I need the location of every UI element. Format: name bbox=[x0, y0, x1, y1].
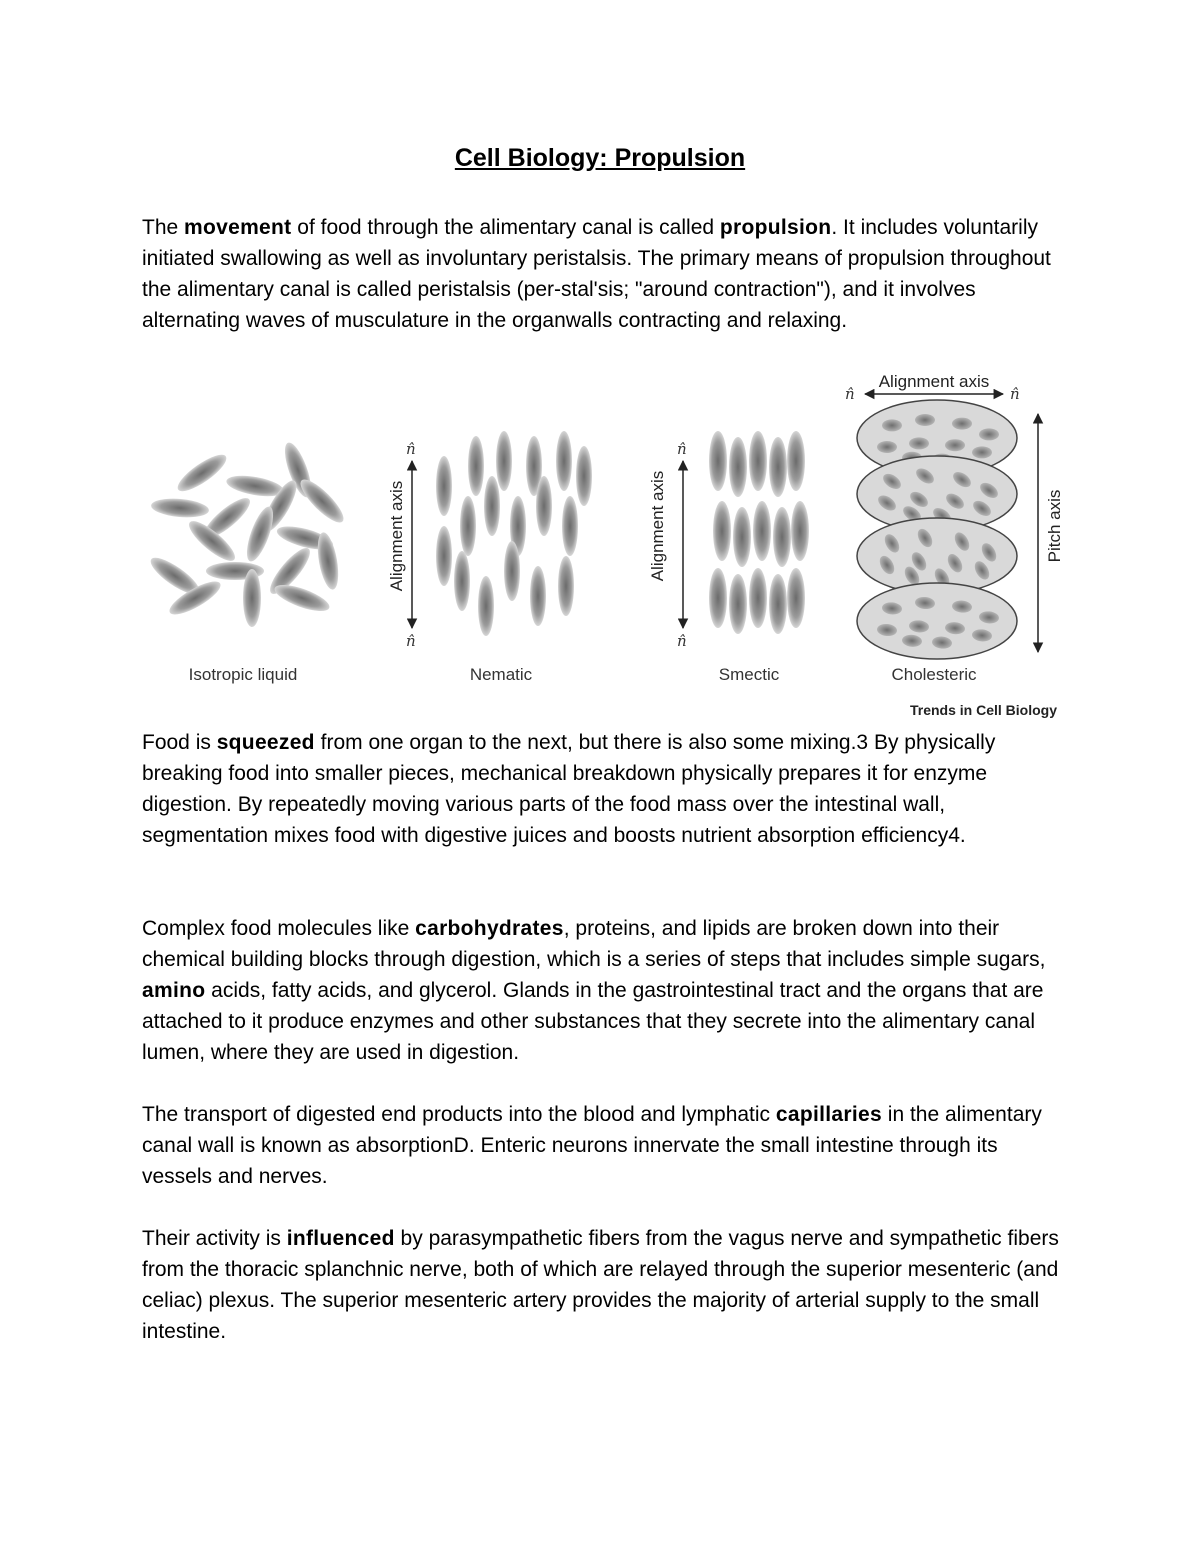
smectic-molecules bbox=[709, 431, 809, 634]
smectic-molecule bbox=[713, 501, 731, 561]
bold-term: squeezed bbox=[216, 731, 315, 754]
smectic-molecule bbox=[769, 574, 787, 634]
cholesteric-n-hat-left: n̂ bbox=[845, 385, 855, 403]
nematic-molecule bbox=[484, 476, 500, 536]
paragraph-mixing bbox=[142, 727, 1072, 851]
smectic-molecule bbox=[709, 431, 727, 491]
text-run: Their activity is bbox=[142, 1227, 287, 1250]
smectic-molecule bbox=[769, 437, 787, 497]
pitch-axis-label: Pitch axis bbox=[1045, 489, 1064, 563]
nematic-molecule bbox=[536, 476, 552, 536]
bold-term: influenced bbox=[286, 1227, 395, 1250]
paragraph-digestion bbox=[142, 913, 1072, 1068]
nematic-n-hat-top: n̂ bbox=[406, 440, 416, 458]
isotropic-molecule bbox=[295, 474, 349, 528]
text-run: from one organ to the next, but there is also some mixing.3 By physically breaking food into smaller pieces, mechanical breakdown physically prepares it for enzyme digestion. By repeatedly moving various parts of the food mass over the intestinal wall, segmentation mixes food with digestive juices and boosts nutrient absorption efficiency4. bbox=[142, 731, 996, 847]
cholesteric-molecule bbox=[915, 414, 935, 426]
nematic-label: Nematic bbox=[469, 665, 533, 684]
paragraph-innervation bbox=[142, 1223, 1072, 1347]
text-run: by parasympathetic fibers from the vagus nerve and sympathetic fibers from the thoracic splanchnic nerve, both of which are relayed through the superior mesenteric (and celiac) plexus. The superior mesenteric artery provides the majority of arterial supply to the small intestine. bbox=[142, 1227, 1059, 1343]
text-run: of food through the alimentary canal is called bbox=[291, 216, 720, 239]
smectic-molecule bbox=[753, 501, 771, 561]
isotropic-molecule bbox=[150, 497, 209, 520]
nematic-molecule bbox=[436, 526, 452, 586]
cholesteric-label: Cholesteric bbox=[891, 665, 977, 684]
cholesteric-molecule bbox=[877, 441, 897, 453]
nematic-molecule bbox=[562, 496, 578, 556]
nematic-molecule bbox=[454, 551, 470, 611]
nematic-molecule bbox=[478, 576, 494, 636]
smectic-alignment-axis-label: Alignment axis bbox=[648, 470, 667, 582]
paragraph-propulsion bbox=[142, 212, 1072, 336]
cholesteric-molecule bbox=[979, 428, 999, 440]
cholesteric-molecule bbox=[945, 439, 965, 451]
isotropic-liquid-molecules bbox=[146, 440, 349, 627]
nematic-n-hat-bottom: n̂ bbox=[406, 632, 416, 650]
text-run: acids, fatty acids, and glycerol. Glands in the gastrointestinal tract and the organs that are attached to it produce enzymes and other substances that they secrete into the alimentary canal lumen, where they are used in digestion. bbox=[142, 979, 1044, 1064]
nematic-molecule bbox=[436, 456, 452, 516]
isotropic-molecule bbox=[243, 569, 261, 627]
nematic-molecule bbox=[460, 496, 476, 556]
smectic-n-hat-top: n̂ bbox=[677, 440, 687, 458]
isotropic-liquid-label: Isotropic liquid bbox=[188, 665, 298, 684]
nematic-molecule bbox=[556, 431, 572, 491]
bold-term: capillaries bbox=[775, 1103, 882, 1126]
smectic-molecule bbox=[787, 568, 805, 628]
bold-term: propulsion bbox=[719, 216, 832, 239]
text-run: , proteins, and lipids are broken down into their chemical building blocks through digestion, which is a series of steps that includes simple sugars, bbox=[142, 917, 1046, 971]
cholesteric-molecule bbox=[882, 419, 902, 431]
nematic-molecule bbox=[496, 431, 512, 491]
text-run: The transport of digested end products into the blood and lymphatic bbox=[142, 1103, 776, 1126]
nematic-molecule bbox=[468, 436, 484, 496]
smectic-molecule bbox=[787, 431, 805, 491]
bold-term: amino bbox=[142, 979, 206, 1002]
cholesteric-molecule bbox=[909, 437, 929, 449]
nematic-molecule bbox=[558, 556, 574, 616]
smectic-molecule bbox=[791, 501, 809, 561]
cholesteric-alignment-axis-label: Alignment axis bbox=[878, 372, 990, 391]
paragraph-absorption bbox=[142, 1099, 1072, 1192]
cholesteric-molecule bbox=[952, 418, 972, 430]
smectic-molecule bbox=[733, 507, 751, 567]
cholesteric-molecule bbox=[972, 446, 992, 458]
text-run: in the alimentary canal wall is known as absorptionD. Enteric neurons innervate the small intestine through its vessels and nerves. bbox=[142, 1103, 1042, 1188]
bold-term: carbohydrates bbox=[415, 917, 564, 940]
document-title: Cell Biology: Propulsion bbox=[454, 144, 746, 172]
text-run: The bbox=[142, 216, 185, 239]
smectic-molecule bbox=[729, 437, 747, 497]
nematic-molecule bbox=[530, 566, 546, 626]
cholesteric-layers bbox=[857, 400, 1017, 659]
nematic-molecule bbox=[504, 541, 520, 601]
smectic-molecule bbox=[749, 431, 767, 491]
smectic-n-hat-bottom: n̂ bbox=[677, 632, 687, 650]
liquid-crystal-phases-figure bbox=[140, 366, 1070, 726]
isotropic-molecule bbox=[272, 580, 333, 617]
smectic-molecule bbox=[749, 568, 767, 628]
isotropic-molecule bbox=[173, 449, 231, 497]
nematic-alignment-axis-label: Alignment axis bbox=[387, 480, 406, 592]
smectic-label: Smectic bbox=[718, 665, 780, 684]
smectic-molecule bbox=[709, 568, 727, 628]
text-run: . It includes voluntarily initiated swallowing as well as involuntary peristalsis. The primary means of propulsion throughout the alimentary canal is called peristalsis (per-stal'sis; "around contraction"), and it involves alternating waves of musculature in the organwalls contracting and relaxing. bbox=[142, 216, 1051, 332]
isotropic-molecule bbox=[242, 504, 279, 565]
bold-term: movement bbox=[184, 216, 292, 239]
figure-credit: Trends in Cell Biology bbox=[909, 702, 1057, 718]
nematic-molecule bbox=[576, 446, 592, 506]
text-run: Food is bbox=[142, 731, 217, 754]
smectic-molecule bbox=[773, 507, 791, 567]
smectic-molecule bbox=[729, 574, 747, 634]
text-run: Complex food molecules like bbox=[142, 917, 416, 940]
nematic-molecules bbox=[436, 431, 592, 636]
cholesteric-n-hat-right: n̂ bbox=[1010, 385, 1020, 403]
figure-svg bbox=[140, 366, 1070, 726]
